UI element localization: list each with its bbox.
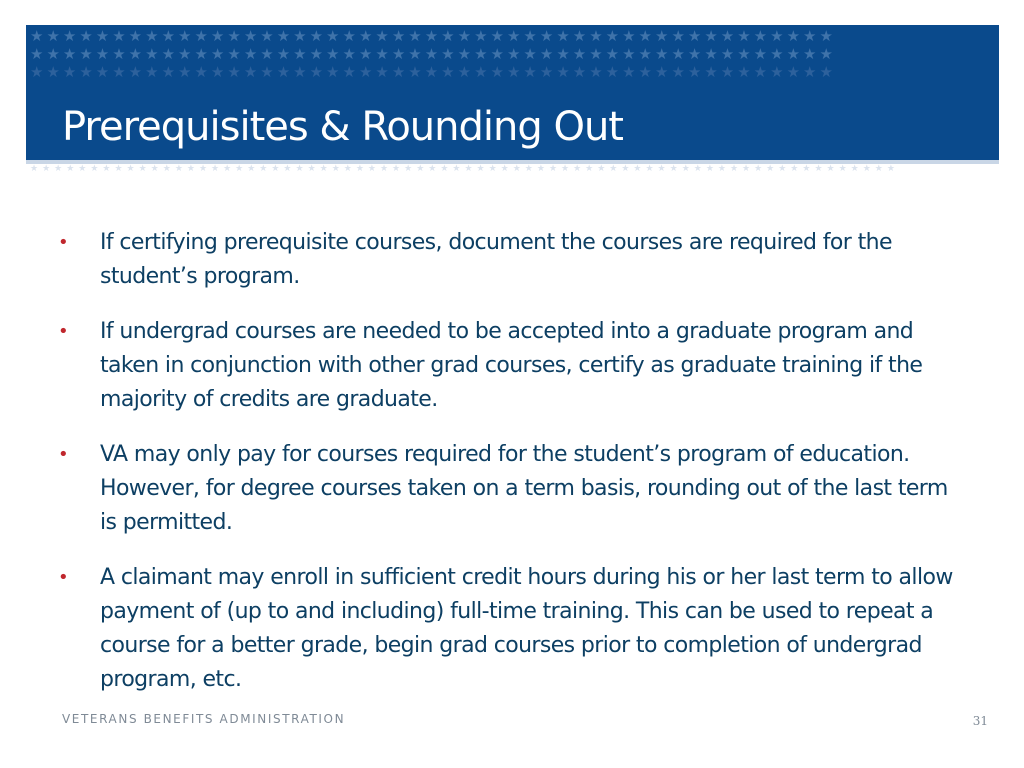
bullet-text: If certifying prerequisite courses, document the courses are required for the student’s program. (100, 230, 892, 289)
bullet-dot-icon: • (58, 444, 69, 465)
star-pattern-strip: ★★★★★★★★★★★★★★★★★★★★★★★★★★★★★★★★★★★★★★★★★★★★★★★★★★★★★★★★★★★★★★★★★★★★★★★★ (30, 164, 899, 174)
bullet-text: If undergrad courses are needed to be accepted into a graduate program and taken in conjunction with other grad courses, certify as graduate training if the majority of credits are graduate. (100, 319, 923, 412)
page-number: 31 (972, 714, 988, 728)
bullet-text: A claimant may enroll in sufficient credit hours during his or her last term to allow payment of (up to and including) full-time training. This can be used to repeat a course for a better grade, begin grad courses prior to completion of undergrad program, etc. (100, 565, 953, 692)
bullet-text: VA may only pay for courses required for the student’s program of education. However, for degree courses taken on a term basis, rounding out of the last term is permitted. (100, 442, 948, 535)
bullet-item (58, 561, 970, 697)
star-pattern-row: ★★★★★★★★★★★★★★★★★★★★★★★★★★★★★★★★★★★★★★★★★★★★★★★★★ (30, 63, 836, 81)
bullet-dot-icon: • (58, 321, 69, 342)
slide-title: Prerequisites & Rounding Out (62, 104, 623, 150)
title-banner (26, 25, 999, 160)
bullet-item (58, 438, 970, 540)
footer-organization: VETERANS BENEFITS ADMINISTRATION (62, 712, 346, 726)
star-pattern-row: ★★★★★★★★★★★★★★★★★★★★★★★★★★★★★★★★★★★★★★★★★★★★★★★★★ (30, 27, 836, 45)
bullet-dot-icon: • (58, 232, 69, 253)
bullet-item (58, 226, 970, 294)
star-pattern-row: ★★★★★★★★★★★★★★★★★★★★★★★★★★★★★★★★★★★★★★★★★★★★★★★★★ (30, 45, 836, 63)
bullet-list (58, 226, 970, 718)
bullet-item (58, 315, 970, 417)
bullet-dot-icon: • (58, 567, 69, 588)
